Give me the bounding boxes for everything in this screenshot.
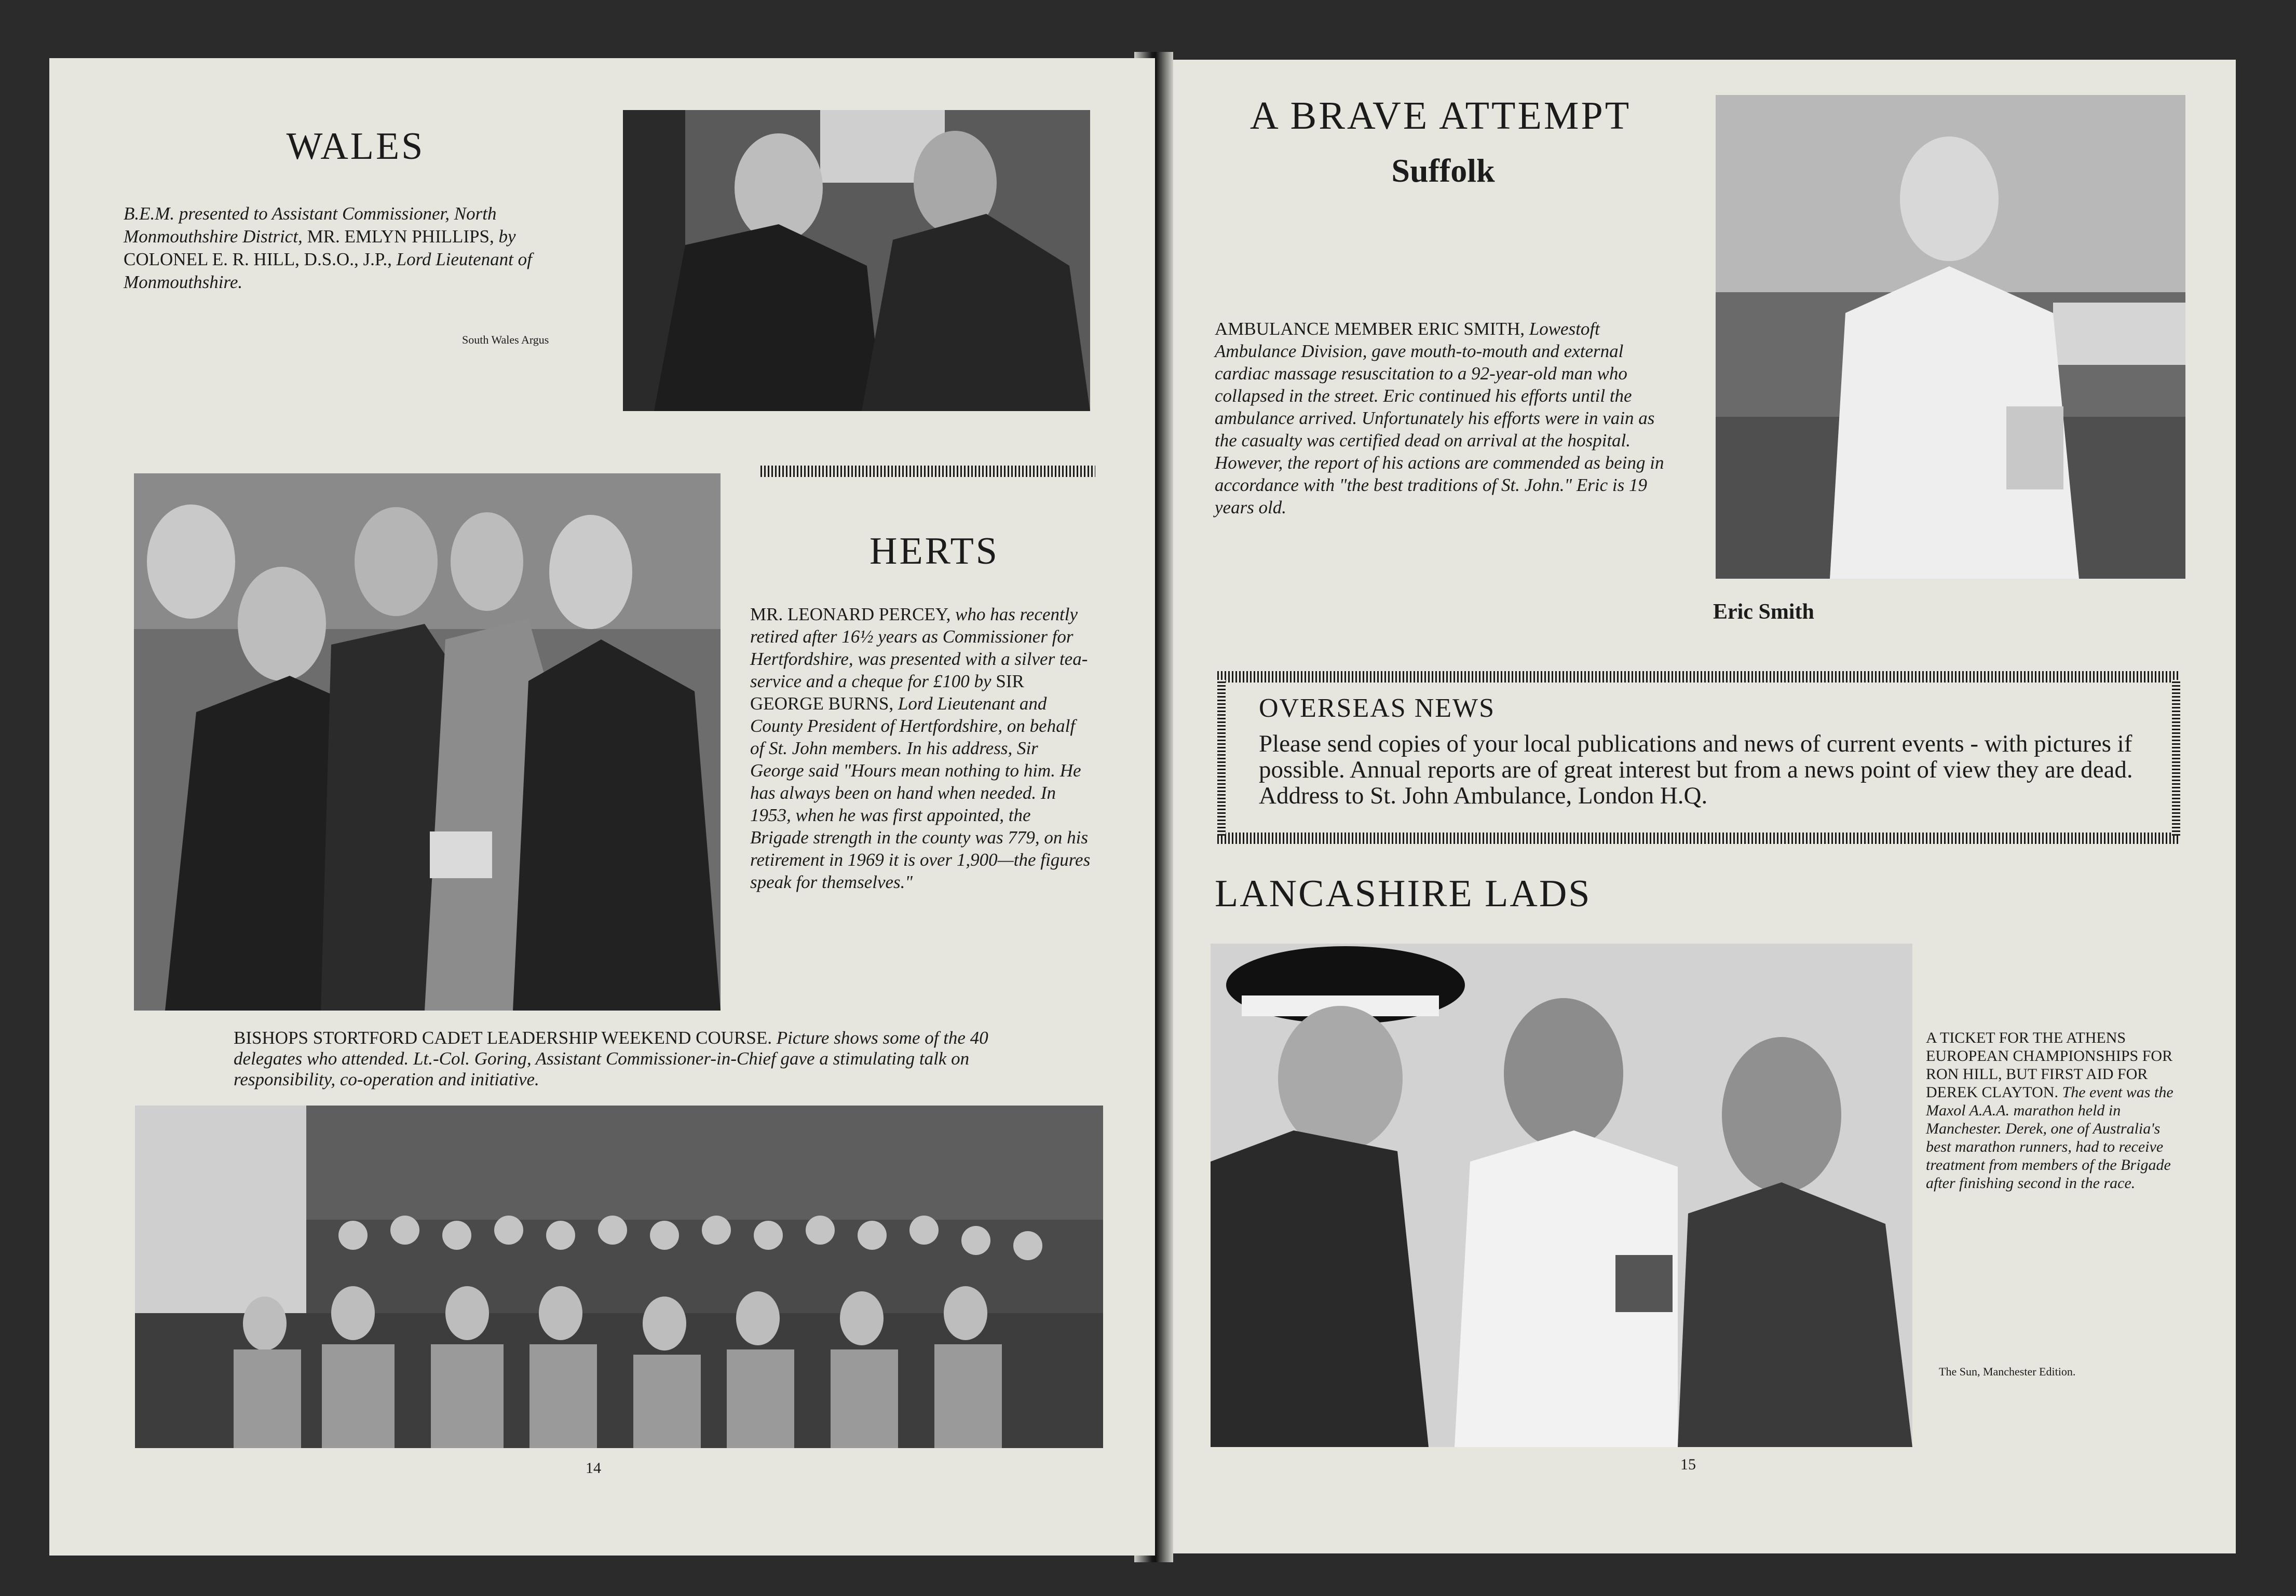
overseas-border-left <box>1217 680 1226 836</box>
eric-smith-photo-label: Eric Smith <box>1713 600 1814 624</box>
eric-smith-photo <box>1716 95 2185 579</box>
right-page-number: 15 <box>1680 1456 1696 1473</box>
suffolk-heading: A BRAVE ATTEMPT <box>1249 94 1632 138</box>
overseas-border-top <box>1217 671 2180 683</box>
lancashire-caption: A TICKET FOR THE ATHENS EUROPEAN CHAMPIONSHIPS FOR RON HILL, BUT FIRST AID FOR DEREK CLAYTON. The event was the Maxol A.A.A. marathon held in Manchester. Derek, one of Australia's best marathon runners, had to receive treatment from members of the Brigade after finishing second in the race. <box>1926 1029 2173 1192</box>
left-page-number: 14 <box>586 1459 601 1477</box>
overseas-heading: OVERSEAS NEWS <box>1259 693 1496 723</box>
wales-photo-credit: South Wales Argus <box>462 333 549 346</box>
overseas-border-bottom <box>1217 833 2180 844</box>
lancashire-heading: LANCASHIRE LADS <box>1215 872 1592 915</box>
lancashire-photo-credit: The Sun, Manchester Edition. <box>1939 1365 2076 1378</box>
herts-caption: MR. LEONARD PERCEY, who has recently retired after 16½ years as Commissioner for Hertfordshire, was presented with a silver tea-service and a cheque for £100 by SIR GEORGE BURNS, Lord Lieutenant and County President of Hertfordshire, on behalf of St. John members. In his address, Sir George said "Hours mean nothing to him. He has always been on hand when needed. In 1953, when he was first appointed, the Brigade strength in the county was 779, on his retirement in 1969 it is over 1,900—the figures speak for themselves." <box>750 604 1091 892</box>
wales-caption: B.E.M. presented to Assistant Commissioner, North Monmouthshire District, MR. EMLYN PHILLIPS, by COLONEL E. R. HILL, D.S.O., J.P., Lord Lieutenant of Monmouthshire. <box>124 203 532 292</box>
suffolk-subheading: Suffolk <box>1391 152 1495 189</box>
wales-photo <box>623 110 1090 411</box>
bishops-group-photo <box>135 1106 1103 1448</box>
wales-heading: WALES <box>286 125 425 168</box>
suffolk-caption: AMBULANCE MEMBER ERIC SMITH, Lowestoft Ambulance Division, gave mouth-to-mouth and external cardiac massage resuscitation to a 92-year-old man who collapsed in the street. Eric continued his efforts until the ambulance arrived. Unfortunately his efforts were in vain as the casualty was certified dead on arrival at the hospital. However, the report of his actions are commended as being in accordance with "the best traditions of St. John." Eric is 19 years old. <box>1215 319 1664 517</box>
overseas-border-right <box>2172 680 2180 836</box>
herts-divider <box>760 466 1095 477</box>
herts-photo <box>134 473 721 1011</box>
overseas-body: Please send copies of your local publications and news of current events - with pictures if possible. Annual reports are of great interest but from a news point of view they are dead. Address to St. John Ambulance, London H.Q. <box>1259 730 2133 809</box>
herts-heading: HERTS <box>870 530 999 572</box>
lancashire-photo <box>1211 944 1912 1447</box>
bishops-caption: BISHOPS STORTFORD CADET LEADERSHIP WEEKEND COURSE. Picture shows some of the 40 delegates who attended. Lt.-Col. Goring, Assistant Commissioner-in-Chief gave a stimulating talk on responsibility, co-operation and initiative. <box>234 1028 988 1089</box>
